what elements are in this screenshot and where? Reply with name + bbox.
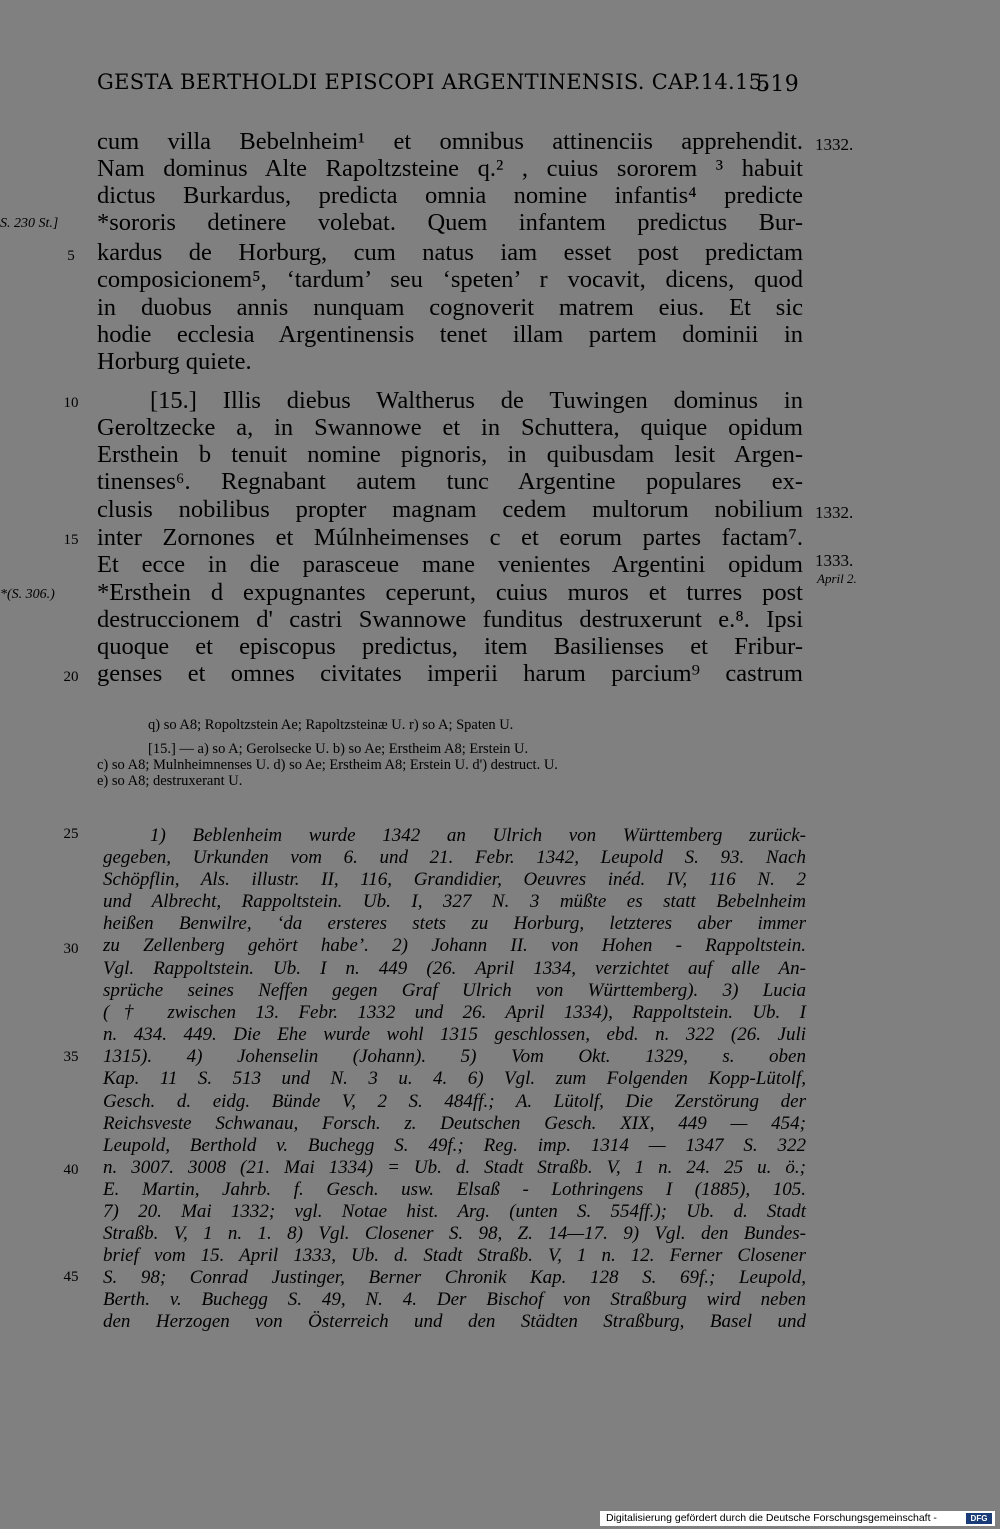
footnote-line: 7) 20. Mai 1332; vgl. Notae hist. Arg. (unten S. 554ff.); Ub. d. Stadt xyxy=(103,1201,806,1222)
footnote-line: Reichsveste Schwanau, Forsch. z. Deutschen Gesch. XIX, 449 — 454; xyxy=(103,1113,806,1134)
text-line: [15.] Illis diebus Waltherus de Tuwingen dominus in xyxy=(150,387,803,414)
margin-date: April 2. xyxy=(817,571,857,586)
text-line: Ersthein b tenuit nomine pignoris, in quibusdam lesit Argen- xyxy=(97,441,803,468)
footnote-line: gegeben, Urkunden vom 6. und 21. Febr. 1342, Leupold S. 93. Nach xyxy=(103,847,806,868)
footnote-line: n. 3007. 3008 (21. Mai 1334) = Ub. d. Stadt Straßb. V, 1 n. 24. 25 u. ö.; xyxy=(103,1157,806,1178)
text-line: quoque et episcopus predictus, item Basilienses et Fribur- xyxy=(97,633,803,660)
line-number: 20 xyxy=(63,669,79,685)
text-line: Nam dominus Alte Rapoltzsteine q.² , cuius sororem ³ habuit xyxy=(97,155,803,182)
text-line: *Ersthein d expugnantes ceperunt, cuius muros et turres post xyxy=(97,579,803,606)
text-line: Et ecce in die parasceue mane venientes Argentini opidum xyxy=(97,551,803,578)
line-number: 35 xyxy=(63,1049,79,1065)
text-line: Horburg quiete. xyxy=(97,348,252,375)
footnote-line: 1) Beblenheim wurde 1342 an Ulrich von Württemberg zurück- xyxy=(150,825,806,846)
running-title: GESTA BERTHOLDI EPISCOPI ARGENTINENSIS. CAP.14.15. xyxy=(97,70,770,94)
text-line: genses et omnes civitates imperii harum parcium⁹ castrum xyxy=(97,660,803,687)
text-line: clusis nobilibus propter magnam cedem multorum nobilium xyxy=(97,496,803,523)
footnote-line: Straßb. V, 1 n. 1. 8) Vgl. Closener S. 98, Z. 14—17. 9) Vgl. den Bundes- xyxy=(103,1223,806,1244)
footnote-line: († zwischen 13. Febr. 1332 und 26. April 1334), Rappoltstein. Ub. I xyxy=(103,1002,806,1023)
line-number: 40 xyxy=(63,1162,79,1178)
dfg-logo: DFG xyxy=(966,1513,992,1524)
text-line: Geroltzecke a, in Swannowe et in Schuttera, quique opidum xyxy=(97,414,803,441)
footnote-line: n. 434. 449. Die Ehe wurde wohl 1315 geschlossen, ebd. n. 322 (26. Juli xyxy=(103,1024,806,1045)
line-number: 10 xyxy=(63,395,79,411)
footnote-line: heißen Benwilre, ‘da ersteres stets zu Horburg, letzteres aber immer xyxy=(103,913,806,934)
footer-credit: Digitalisierung gefördert durch die Deutsche Forschungsgemeinschaft - xyxy=(606,1512,937,1524)
footnote-line: E. Martin, Jahrb. f. Gesch. usw. Elsaß - Lothringens I (1885), 105. xyxy=(103,1179,806,1200)
footnote-line: Kap. 11 S. 513 und N. 3 u. 4. 6) Vgl. zum Folgenden Kopp-Lütolf, xyxy=(103,1068,806,1089)
line-number: 15 xyxy=(63,532,79,548)
margin-year: 1332. xyxy=(815,135,854,154)
text-line: hodie ecclesia Argentinensis tenet illam partem dominii in xyxy=(97,321,803,348)
text-line: cum villa Bebelnheim¹ et omnibus attinenciis apprehendit. xyxy=(97,128,803,155)
variant-note: e) so A8; destruxerant U. xyxy=(97,773,243,789)
page-header xyxy=(97,70,807,97)
line-number: 5 xyxy=(67,248,75,264)
variant-note: q) so A8; Ropoltzstein Ae; Rapoltzsteinæ U. r) so A; Spaten U. xyxy=(148,717,514,733)
text-line: in duobus annis nunquam cognoverit matrem eius. Et sic xyxy=(97,294,803,321)
page-number: 519 xyxy=(756,72,799,97)
text-line: kardus de Horburg, cum natus iam esset post predictam xyxy=(97,239,803,266)
margin-reference: S. 230 St.] xyxy=(0,216,59,231)
footnote-line: und Albrecht, Rappoltstein. Ub. I, 327 N. 3 müßte es statt Bebelnheim xyxy=(103,891,806,912)
text-line: dictus Burkardus, predicta omnia nomine infantis⁴ predicte xyxy=(97,182,803,209)
footnote-line: sprüche seines Neffen gegen Graf Ulrich von Württemberg). 3) Lucia xyxy=(103,980,806,1001)
footnote-line: Vgl. Rappoltstein. Ub. I n. 449 (26. April 1334, verzichtet auf alle An- xyxy=(103,958,806,979)
text-line: *sororis detinere volebat. Quem infantem predictus Bur- xyxy=(97,209,803,236)
footnote-line: Schöpflin, Als. illustr. II, 116, Grandidier, Oeuvres inéd. IV, 116 N. 2 xyxy=(103,869,806,890)
footnote-line: S. 98; Conrad Justinger, Berner Chronik Kap. 128 S. 69f.; Leupold, xyxy=(103,1267,806,1288)
margin-year: 1333. xyxy=(815,551,854,570)
margin-reference: *(S. 306.) xyxy=(0,587,55,602)
footnote-line: zu Zellenberg gehört habe’. 2) Johann II. von Hohen - Rappoltstein. xyxy=(103,935,806,956)
variant-note: c) so A8; Mulnheimnenses U. d) so Ae; Erstheim A8; Erstein U. d') destruct. U. xyxy=(97,757,558,773)
text-line: inter Zornones et Múlnheimenses c et eorum partes factam⁷. xyxy=(97,524,803,551)
footnote-line: Leupold, Berthold v. Buchegg S. 49f.; Reg. imp. 1314 — 1347 S. 322 xyxy=(103,1135,806,1156)
text-line: tinenses⁶. Regnabant autem tunc Argentine populares ex- xyxy=(97,468,803,495)
margin-year: 1332. xyxy=(815,503,854,522)
footnote-line: den Herzogen von Österreich und den Städten Straßburg, Basel und xyxy=(103,1311,806,1332)
footnote-line: Gesch. d. eidg. Bünde V, 2 S. 484ff.; A. Lütolf, Die Zerstörung der xyxy=(103,1091,806,1112)
footnote-line: brief vom 15. April 1333, Ub. d. Stadt Straßb. V, 1 n. 12. Ferner Closener xyxy=(103,1245,806,1266)
line-number: 25 xyxy=(63,826,79,842)
footnote-line: Berth. v. Buchegg S. 49, N. 4. Der Bischof von Straßburg wird neben xyxy=(103,1289,806,1310)
text-line: destruccionem d' castri Swannowe funditus destruxerunt e.⁸. Ipsi xyxy=(97,606,803,633)
line-number: 30 xyxy=(63,941,79,957)
footnote-line: 1315). 4) Johenselin (Johann). 5) Vom Okt. 1329, s. oben xyxy=(103,1046,806,1067)
digitization-footer xyxy=(600,1511,995,1526)
variant-note: [15.] — a) so A; Gerolsecke U. b) so Ae; Erstheim A8; Erstein U. xyxy=(148,741,529,757)
line-number: 45 xyxy=(63,1269,79,1285)
text-line: composicionem⁵, ‘tardum’ seu ‘speten’ r vocavit, dicens, quod xyxy=(97,266,803,293)
